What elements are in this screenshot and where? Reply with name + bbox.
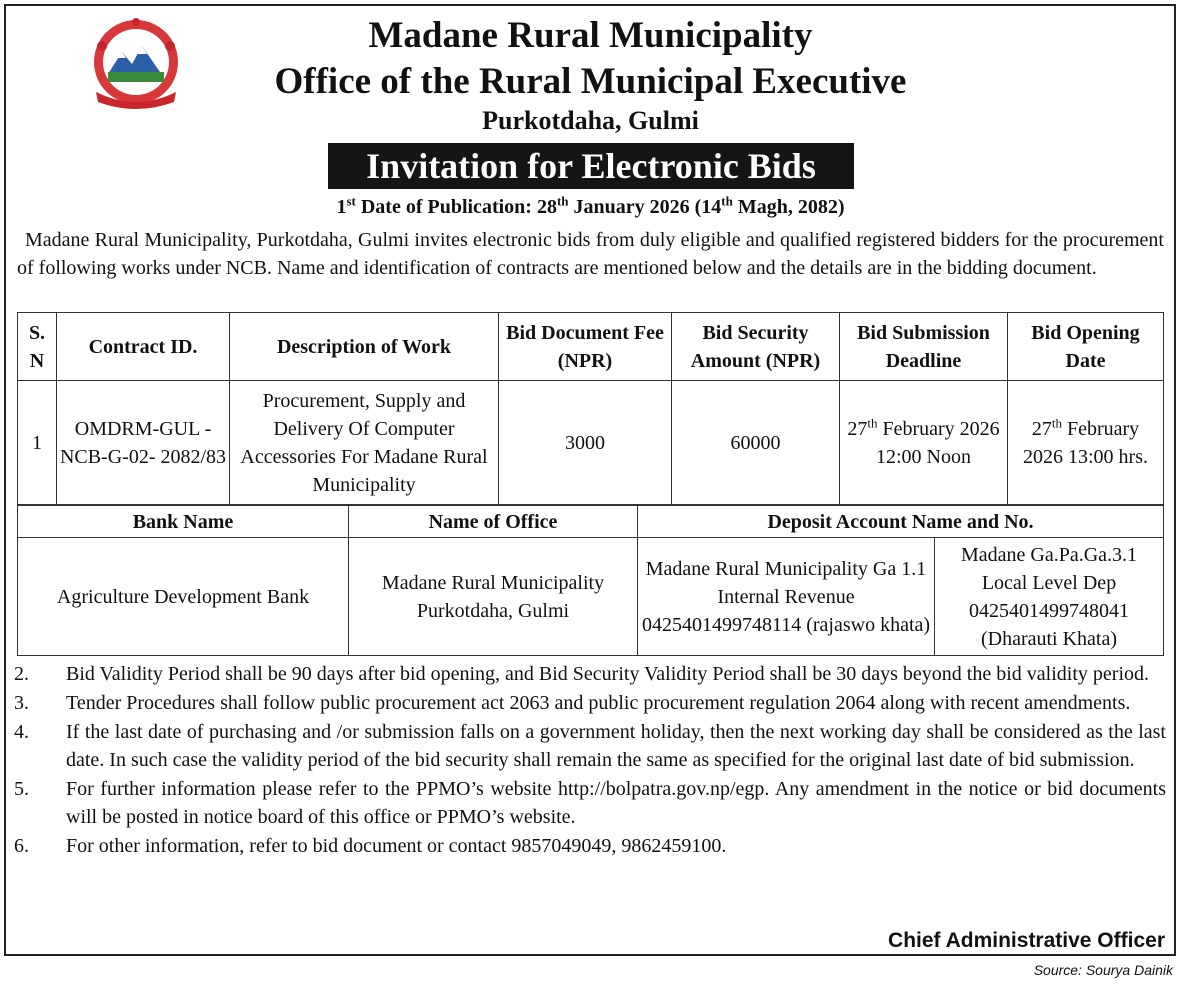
cell-account-deposit: Madane Ga.Pa.Ga.3.1 Local Level Dep 0425401499748041 (Dharauti Khata)	[935, 538, 1164, 656]
list-item: 2. Bid Validity Period shall be 90 days after bid opening, and Bid Security Validity Period shall be 30 days beyond the bid validity period.	[14, 663, 1149, 685]
list-item: 3. Tender Procedures shall follow public procurement act 2063 and public procurement regulation 2064 along with recent amendments.	[14, 692, 1131, 714]
cell-description: Procurement, Supply and Delivery Of Computer Accessories For Madane Rural Municipality	[230, 381, 499, 505]
header-office: Name of Office	[349, 506, 638, 538]
cell-sn: 1	[18, 381, 57, 505]
list-item: 6. For other information, refer to bid document or contact 9857049049, 9862459100.	[14, 835, 727, 857]
cell-deadline: 27th February 2026 12:00 Noon	[840, 381, 1008, 505]
intro-paragraph: Madane Rural Municipality, Purkotdaha, Gulmi invites electronic bids from duly eligible and qualified registered bidders for the procurement of following works under NCB. Name and identification of contracts are mentioned below and the details are in the bidding document.	[17, 229, 1164, 279]
list-item: 5. For further information please refer to the PPMO’s website http://bolpatra.gov.np/egp. Any amendment in the notice or bid documents will be posted in notice board of this office or PPMO’s website.	[14, 778, 1166, 828]
header-security: Bid Security Amount (NPR)	[672, 313, 840, 381]
cell-bank: Agriculture Development Bank	[18, 538, 349, 656]
table-row	[18, 381, 1164, 505]
signoff: Chief Administrative Officer	[888, 929, 1165, 952]
list-item: 4. If the last date of purchasing and /or submission falls on a government holiday, then the next working day shall be considered as the last date. In such case the validity period of the bid security shall remain the same as specified for the original last date of bid submission.	[14, 721, 1166, 771]
cell-office: Madane Rural Municipality Purkotdaha, Gulmi	[349, 538, 638, 656]
cell-doc-fee: 3000	[499, 381, 672, 505]
cell-account-revenue: Madane Rural Municipality Ga 1.1 Internal Revenue 0425401499748114 (rajaswo khata)	[638, 538, 935, 656]
source-credit: Source: Sourya Dainik	[1033, 962, 1173, 978]
header-opening: Bid Opening Date	[1008, 313, 1164, 381]
cell-security: 60000	[672, 381, 840, 505]
bank-table	[17, 505, 1164, 656]
cell-opening: 27th February 2026 13:00 hrs.	[1008, 381, 1164, 505]
bid-table	[17, 312, 1164, 505]
header-deposit: Deposit Account Name and No.	[638, 506, 1164, 538]
cell-contract-id: OMDRM-GUL -NCB-G-02- 2082/83	[57, 381, 230, 505]
table-row	[18, 538, 1164, 656]
header-bank: Bank Name	[18, 506, 349, 538]
location-title: Purkotdaha, Gulmi	[482, 106, 699, 135]
header-sn: S. N	[18, 313, 57, 381]
office-title: Office of the Rural Municipal Executive	[274, 61, 907, 102]
header-contract-id: Contract ID.	[57, 313, 230, 381]
notice-items	[14, 660, 1166, 861]
municipality-title: Madane Rural Municipality	[368, 15, 813, 56]
publication-date: 1st Date of Publication: 28th January 2026 (14th Magh, 2082)	[336, 193, 845, 218]
header-description: Description of Work	[230, 313, 499, 381]
notice-banner: Invitation for Electronic Bids	[328, 143, 854, 189]
header-deadline: Bid Submission Deadline	[840, 313, 1008, 381]
header-doc-fee: Bid Document Fee (NPR)	[499, 313, 672, 381]
